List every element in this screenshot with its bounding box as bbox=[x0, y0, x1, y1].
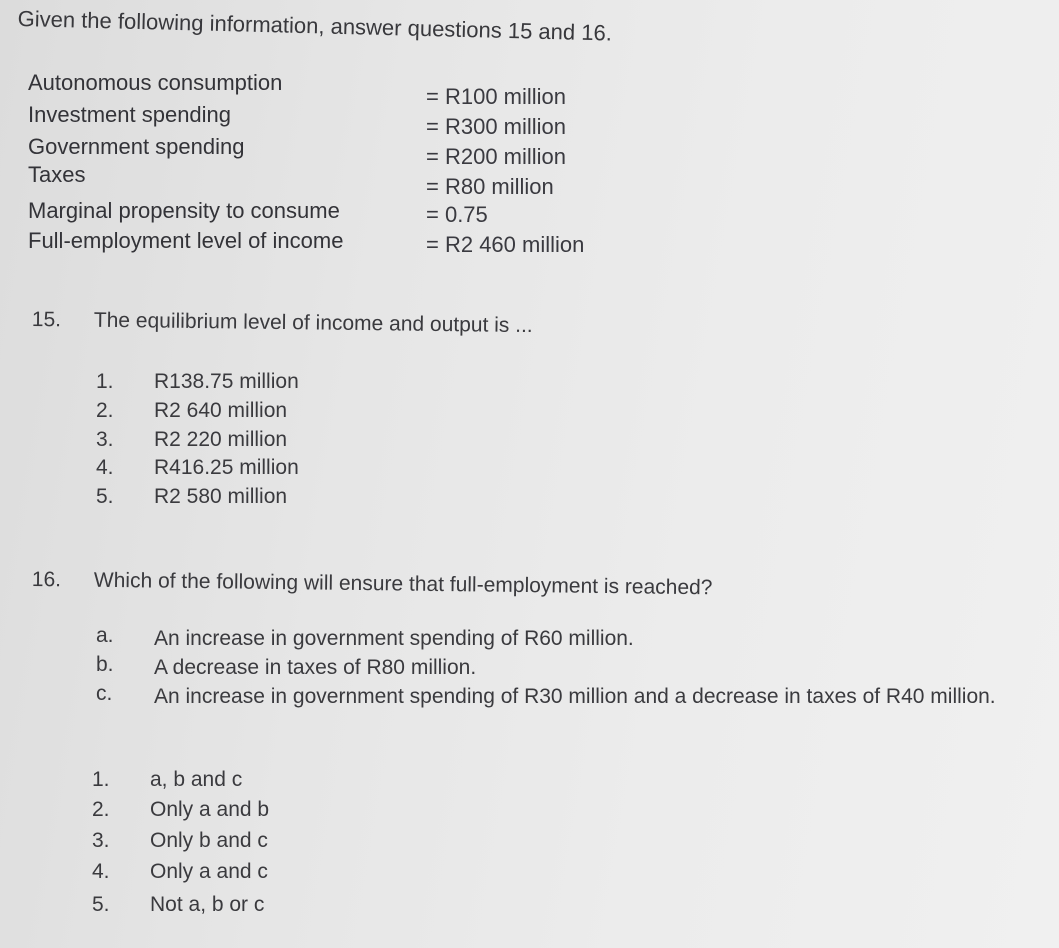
given-information-table bbox=[28, 70, 628, 270]
statement-letter: c. bbox=[96, 682, 113, 705]
option-text: R2 640 million bbox=[154, 399, 288, 422]
given-label: Investment spending bbox=[28, 102, 232, 127]
given-label: Marginal propensity to consume bbox=[28, 198, 340, 223]
given-label: Government spending bbox=[28, 134, 245, 159]
option-text: R2 580 million bbox=[154, 485, 288, 508]
option-number: 4. bbox=[92, 860, 110, 883]
q15-option-1 bbox=[96, 370, 299, 394]
given-label: Autonomous consumption bbox=[28, 70, 283, 95]
question-15-title bbox=[32, 308, 533, 338]
given-value: = R80 million bbox=[426, 174, 554, 199]
q16-option-4 bbox=[92, 860, 268, 884]
option-text: R416.25 million bbox=[154, 456, 299, 479]
q15-option-4 bbox=[96, 456, 299, 480]
statement-letter: a. bbox=[96, 624, 114, 647]
q16-option-1 bbox=[92, 768, 242, 792]
given-value: = R100 million bbox=[426, 84, 567, 109]
statement-text: An increase in government spending of R60 million. bbox=[154, 627, 634, 650]
option-text: R138.75 million bbox=[154, 370, 299, 393]
option-number: 1. bbox=[92, 768, 110, 791]
q15-option-3 bbox=[96, 428, 287, 452]
q16-option-2 bbox=[92, 798, 269, 822]
statement-letter: b. bbox=[96, 653, 114, 676]
question-text: Which of the following will ensure that full-employment is reached? bbox=[93, 568, 713, 600]
given-value: = 0.75 bbox=[426, 202, 488, 227]
option-text: Only a and c bbox=[150, 860, 268, 883]
q16-option-5 bbox=[92, 893, 264, 917]
given-label: Taxes bbox=[28, 162, 86, 187]
given-label: Full-employment level of income bbox=[28, 228, 344, 253]
statement-text: An increase in government spending of R30 million and a decrease in taxes of R40 million. bbox=[154, 685, 996, 708]
q15-option-5 bbox=[96, 485, 287, 509]
given-value: = R2 460 million bbox=[426, 232, 585, 257]
option-number: 1. bbox=[96, 370, 114, 393]
option-text: Not a, b or c bbox=[150, 893, 265, 916]
option-number: 3. bbox=[96, 428, 114, 451]
given-value: = R300 million bbox=[426, 114, 567, 139]
option-number: 5. bbox=[92, 893, 110, 916]
statement-text: A decrease in taxes of R80 million. bbox=[154, 656, 477, 679]
q15-option-2 bbox=[96, 399, 287, 423]
option-number: 2. bbox=[96, 399, 114, 422]
option-number: 5. bbox=[96, 485, 114, 508]
given-value: = R200 million bbox=[426, 144, 567, 169]
option-number: 2. bbox=[92, 798, 110, 821]
option-text: a, b and c bbox=[150, 768, 243, 791]
option-number: 3. bbox=[92, 829, 110, 852]
question-number: 16. bbox=[31, 568, 62, 592]
option-text: R2 220 million bbox=[154, 428, 288, 451]
question-text: The equilibrium level of income and output is ... bbox=[93, 308, 533, 338]
q16-option-3 bbox=[92, 829, 268, 853]
q16-statement-b bbox=[96, 653, 1056, 683]
q16-statement-c bbox=[96, 682, 1056, 742]
intro-text: Given the following information, answer questions 15 and 16. bbox=[17, 6, 613, 46]
q16-statement-a bbox=[96, 624, 1056, 654]
option-number: 4. bbox=[96, 456, 114, 479]
option-text: Only a and b bbox=[150, 798, 270, 821]
option-text: Only b and c bbox=[150, 829, 268, 852]
question-number: 15. bbox=[31, 308, 62, 332]
question-16-title bbox=[32, 568, 713, 600]
